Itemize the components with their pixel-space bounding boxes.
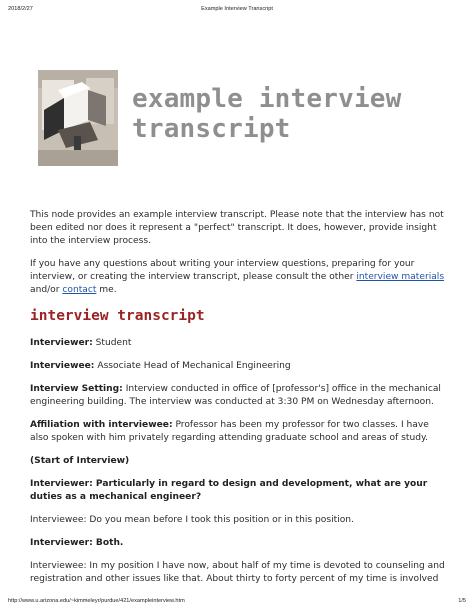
print-page-number: 1/5 xyxy=(458,598,466,604)
page-title-line-2: transcript xyxy=(132,114,291,144)
page-title xyxy=(132,84,402,144)
print-footer xyxy=(0,598,474,606)
affiliation-label: Affiliation with interviewee: xyxy=(30,420,173,430)
interviewer-value: Student xyxy=(92,338,132,348)
start-marker xyxy=(30,455,450,468)
setting-value: Interview conducted in office of [professor's] office in the mechanical engineering building. The interview was conducted at 3:30 PM on Wednesday afternoon. xyxy=(30,384,441,407)
interviewer-line xyxy=(30,337,450,350)
interviewee-value: Associate Head of Mechanical Engineering xyxy=(94,361,291,371)
question-1 xyxy=(30,478,450,504)
answer-2: Interviewee: In my position I have now, about half of my time is devoted to counseling and registration and other issues like that. About thirty to forty percent of my time is involved xyxy=(30,561,445,584)
setting-label: Interview Setting: xyxy=(30,384,123,394)
affiliation-line xyxy=(30,419,450,445)
cube-collage-icon xyxy=(38,70,118,166)
contact-link[interactable]: contact xyxy=(62,285,97,295)
intro-paragraph: This node provides an example interview transcript. Please note that the interview has not been edited nor does it represent a "perfect" transcript. It does, however, provide insight into the interview process. xyxy=(30,210,444,246)
article-body xyxy=(30,209,450,596)
contact-text-before: If you have any questions about writing your interview questions, preparing for your interview, or creating the interview transcript, please consult the other xyxy=(30,259,415,282)
print-title: Example Interview Transcript xyxy=(201,6,273,12)
answer-1: Interviewee: Do you mean before I took this position or in this position. xyxy=(30,515,354,525)
print-header xyxy=(0,6,474,14)
interview-materials-link[interactable]: interview materials xyxy=(356,272,445,282)
start-label: (Start of Interview) xyxy=(30,456,130,466)
question-2-text: Interviewer: Both. xyxy=(30,538,124,548)
interviewee-line xyxy=(30,360,450,373)
contact-text-after: me. xyxy=(96,285,117,295)
setting-line xyxy=(30,383,450,409)
contact-paragraph xyxy=(30,258,450,297)
section-heading: interview transcript xyxy=(30,308,205,324)
question-2 xyxy=(30,537,450,550)
contact-text-middle: and/or xyxy=(30,285,63,295)
print-date: 2018/2/27 xyxy=(8,6,33,12)
interviewer-label: Interviewer: xyxy=(30,338,93,348)
interviewee-label: Interviewee: xyxy=(30,361,95,371)
question-1-text: Interviewer: Particularly in regard to design and development, what are your duties as a mechanical engineer? xyxy=(30,479,428,502)
page-title-line-1: example interview xyxy=(132,84,402,114)
print-url: http://www.u.arizona.edu/~kimmeleyr/purdue/421/exampleinterview.htm xyxy=(8,598,185,604)
affiliation-value: Professor has been my professor for two classes. I have also spoken with him privately regarding attending graduate school and areas of study. xyxy=(30,420,429,443)
